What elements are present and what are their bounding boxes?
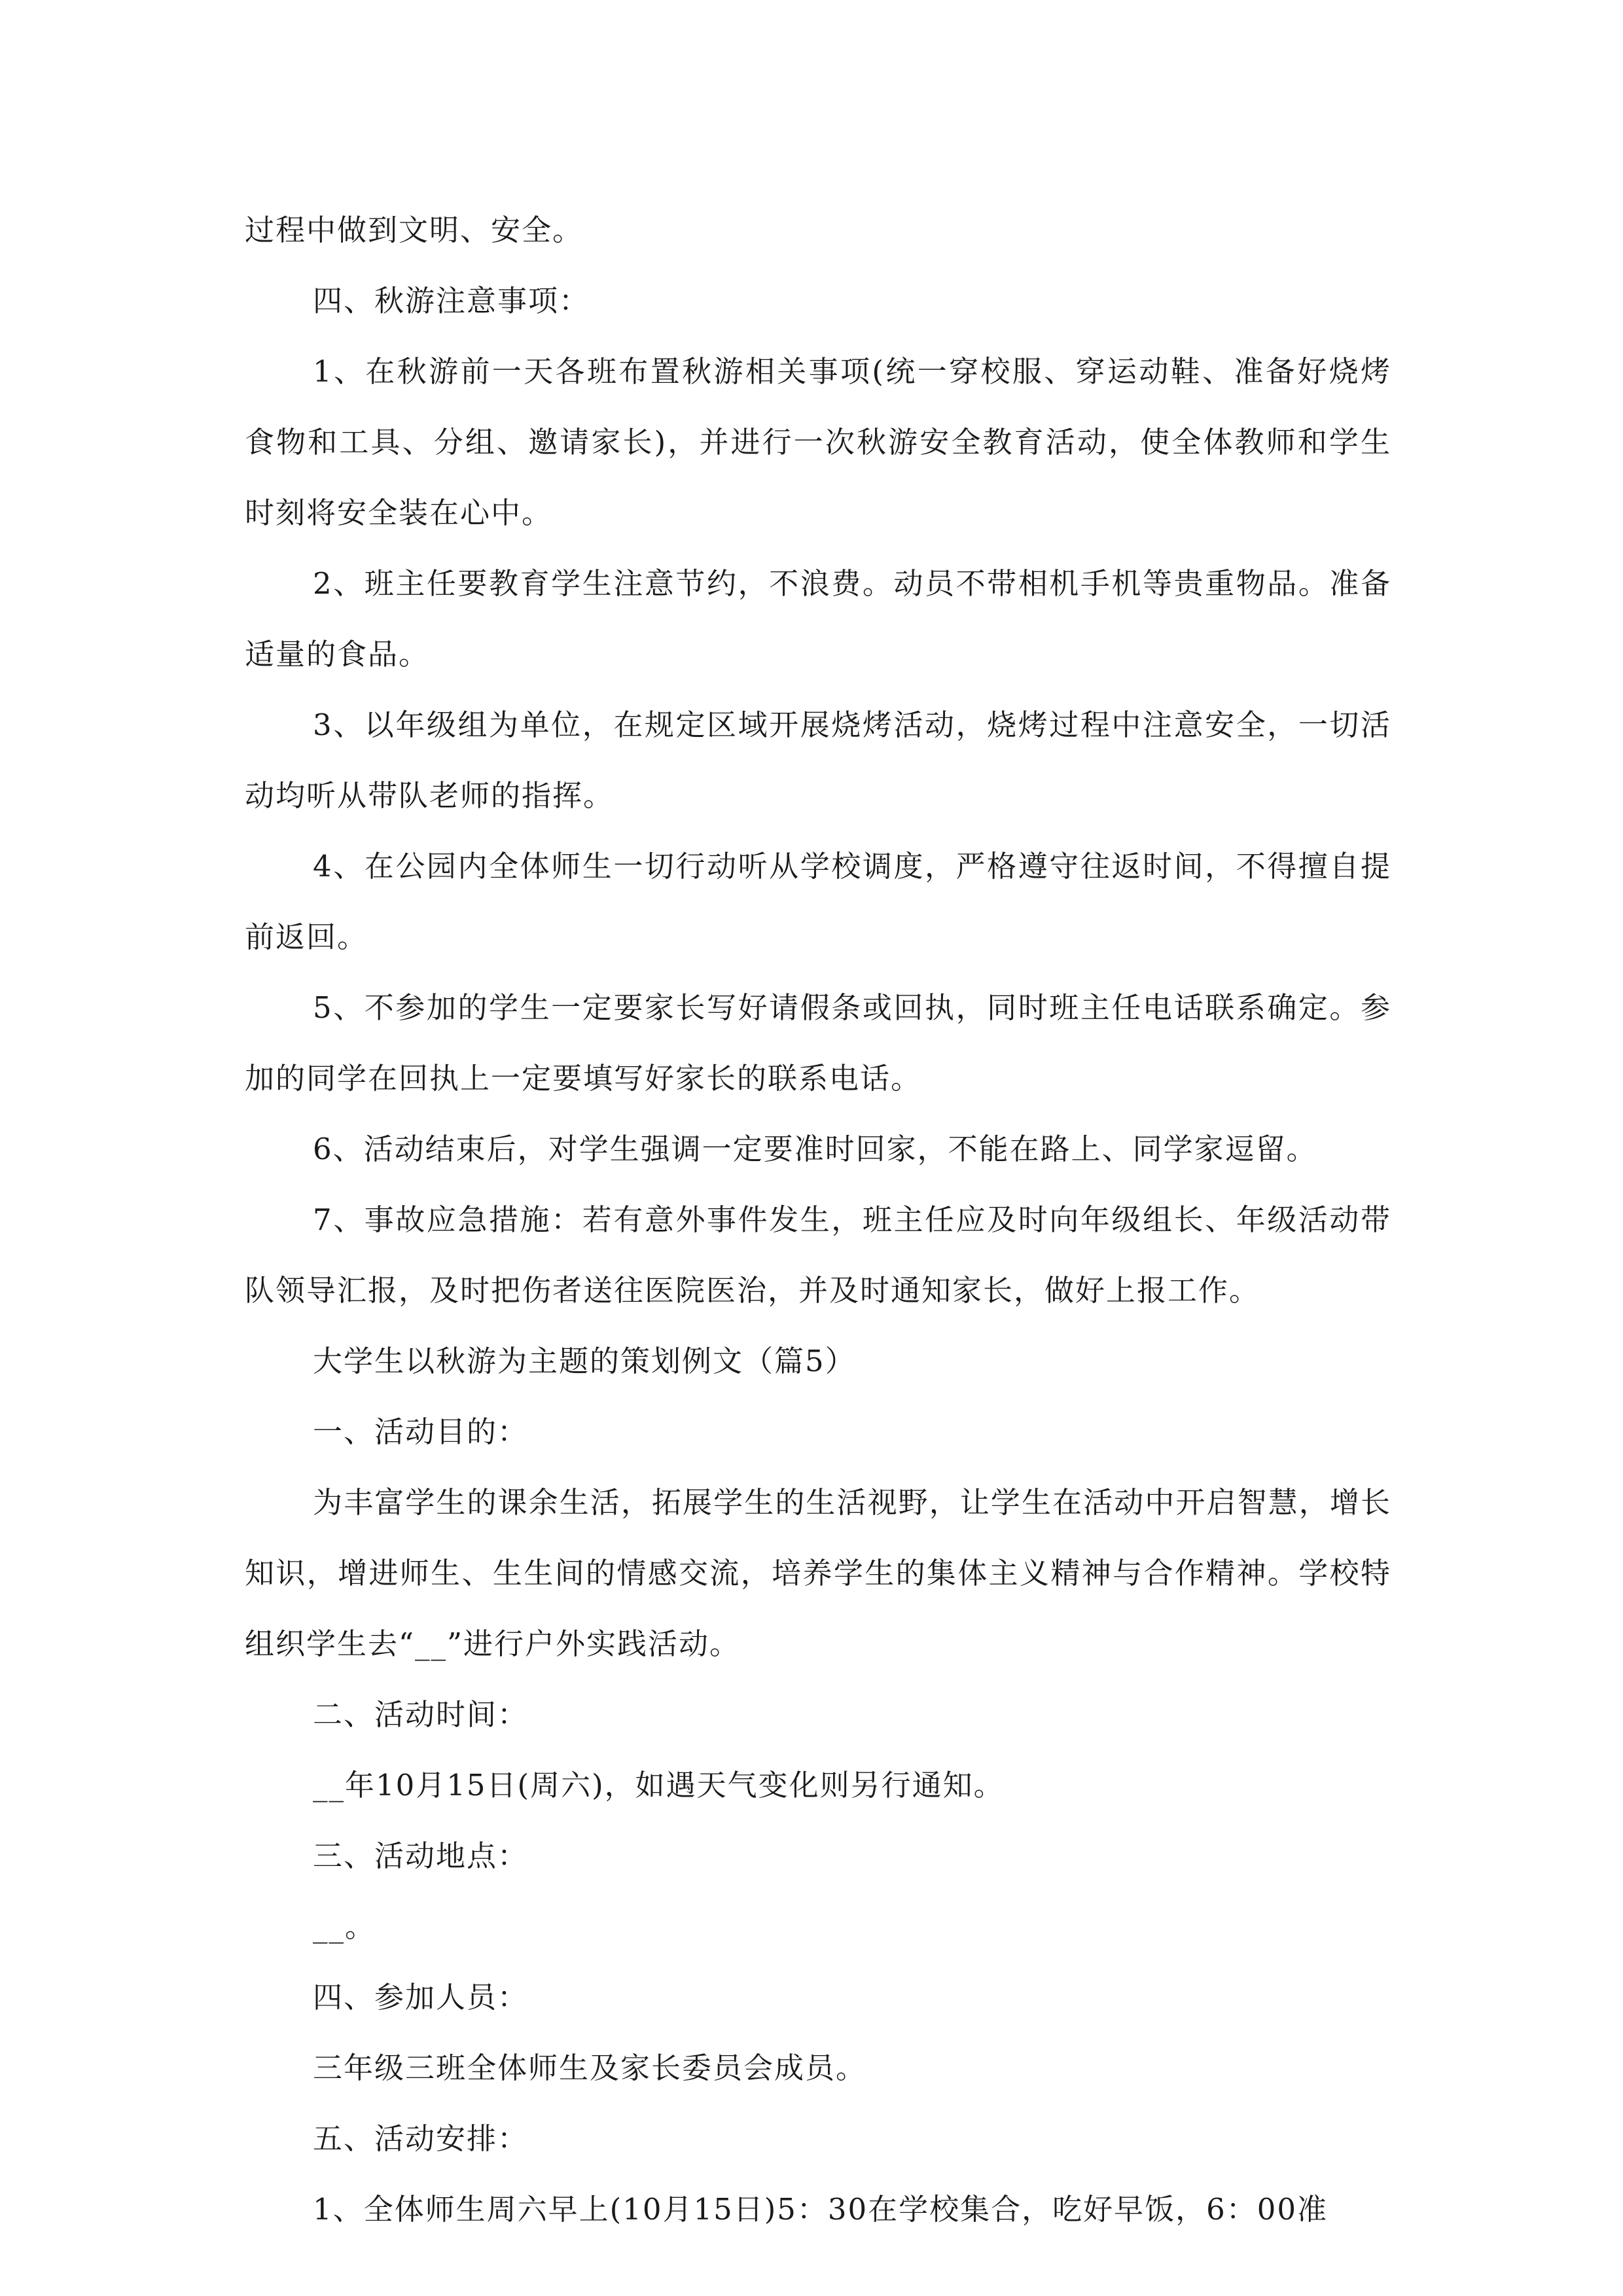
section-heading: 五、活动安排： [313,2121,529,2156]
paragraph: 2、班主任要教育学生注意节约，不浪费。动员不带相机手机等贵重物品。准备适量的食品。 [245,566,1391,672]
section-heading: 一、活动目的： [313,1414,529,1449]
article-title: 大学生以秋游为主题的策划例文（篇5） [313,1344,856,1378]
paragraph: 4、在公园内全体师生一切行动听从学校调度，严格遵守往返时间，不得擅自提前返回。 [245,849,1391,954]
paragraph: 3、以年级组为单位，在规定区域开展烧烤活动，烧烤过程中注意安全，一切活动均听从带队老师的指挥。 [245,708,1391,813]
paragraph: 5、不参加的学生一定要家长写好请假条或回执，同时班主任电话联系确定。参加的同学在回执上一定要填写好家长的联系电话。 [245,990,1391,1096]
document-body [245,195,1391,2245]
paragraph: __年10月15日(周六)，如遇天气变化则另行通知。 [313,1768,1005,1803]
paragraph: 为丰富学生的课余生活，拓展学生的生活视野，让学生在活动中开启智慧，增长知识，增进师生、生生间的情感交流，培养学生的集体主义精神与合作精神。学校特组织学生去“__”进行户外实践活动。 [245,1485,1391,1661]
paragraph: 过程中做到文明、安全。 [245,213,584,247]
paragraph: 7、事故应急措施：若有意外事件发生，班主任应及时向年级组长、年级活动带队领导汇报，及时把伤者送往医院医治，并及时通知家长，做好上报工作。 [245,1202,1391,1308]
section-heading: 四、参加人员： [313,1980,529,2015]
paragraph: 1、在秋游前一天各班布置秋游相关事项(统一穿校服、穿运动鞋、准备好烧烤食物和工具、分组、邀请家长)，并进行一次秋游安全教育活动，使全体教师和学生时刻将安全装在心中。 [245,354,1391,530]
section-heading: 二、活动时间： [313,1697,529,1732]
paragraph: 三年级三班全体师生及家长委员会成员。 [313,2051,867,2085]
section-heading: 三、活动地点： [313,1839,529,1873]
section-heading: 四、秋游注意事项： [313,283,590,318]
paragraph: 1、全体师生周六早上(10月15日)5：30在学校集合，吃好早饭，6：00准 [313,2192,1329,2227]
paragraph: __。 [313,1909,376,1944]
paragraph: 6、活动结束后，对学生强调一定要准时回家，不能在路上、同学家逗留。 [313,1132,1317,1166]
